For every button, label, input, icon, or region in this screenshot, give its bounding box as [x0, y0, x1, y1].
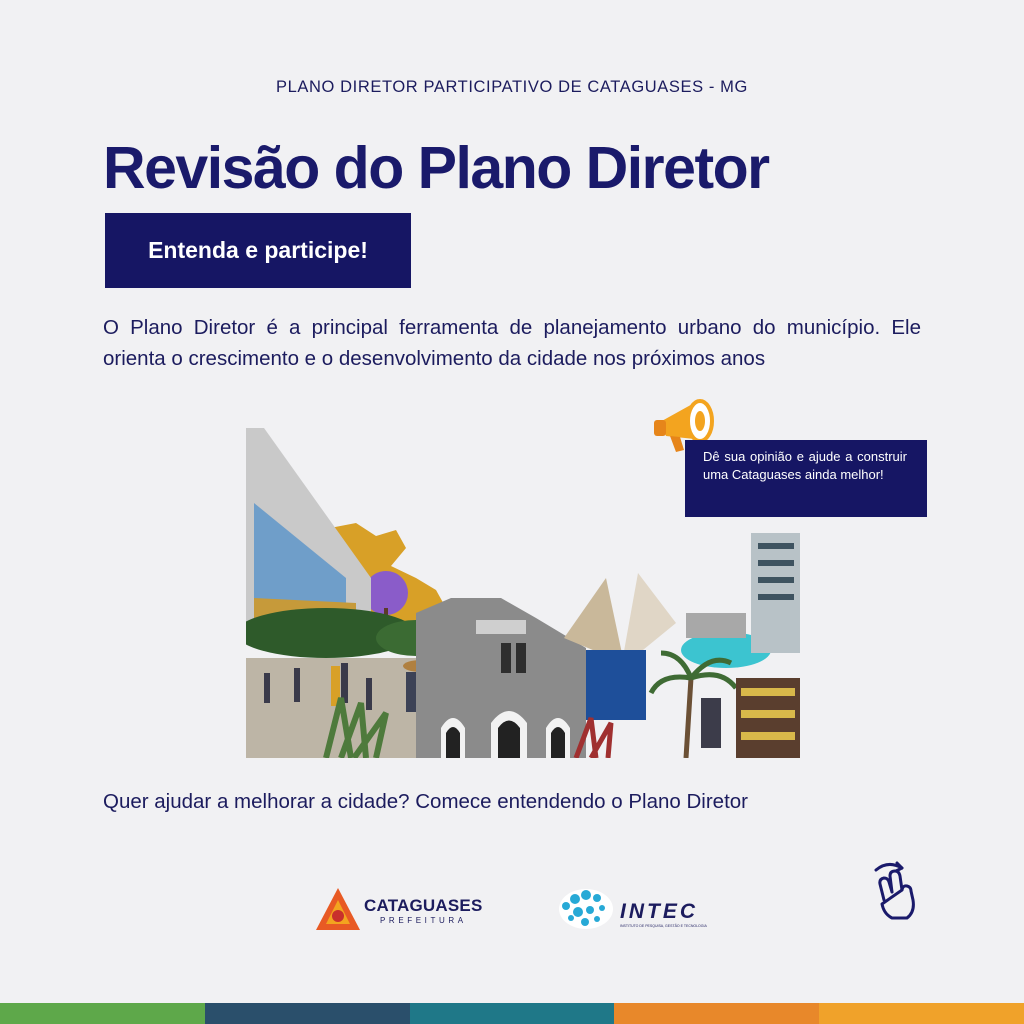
stripe-segment [614, 1003, 819, 1024]
intec-name: INTEC [620, 900, 698, 923]
subtitle-box [105, 213, 411, 288]
subtitle-text: Entenda e participe! [148, 237, 368, 263]
color-stripe [0, 1003, 1024, 1024]
page-title: Revisão do Plano Diretor [103, 135, 769, 201]
stripe-segment [205, 1003, 410, 1024]
cataguases-name: CATAGUASES [364, 896, 483, 915]
logo-intec [556, 884, 716, 934]
intec-sub: INSTITUTO DE PESQUISA, GESTÃO E TECNOLOGIA [620, 924, 707, 928]
stripe-segment [819, 1003, 1024, 1024]
hand-swipe-icon [870, 860, 924, 922]
tall-building [751, 533, 800, 653]
cta-text: Quer ajudar a melhorar a cidade? Comece entendendo o Plano Diretor [103, 790, 748, 813]
intec-globe-icon [556, 884, 616, 934]
cataguases-emblem-icon [314, 886, 362, 934]
logo-prefeitura-cataguases [314, 886, 494, 934]
stripe-segment [0, 1003, 205, 1024]
callout-box: Dê sua opinião e ajude a construir uma Cataguases ainda melhor! [685, 440, 927, 517]
kicker-text: PLANO DIRETOR PARTICIPATIVO DE CATAGUASES - MG [276, 78, 748, 96]
intro-text: O Plano Diretor é a principal ferramenta de planejamento urbano do município. Ele orienta o crescimento e o desenvolvimento da cidade nos próximos anos [103, 316, 921, 370]
cataguases-sub: PREFEITURA [380, 916, 467, 925]
stripe-segment [410, 1003, 615, 1024]
